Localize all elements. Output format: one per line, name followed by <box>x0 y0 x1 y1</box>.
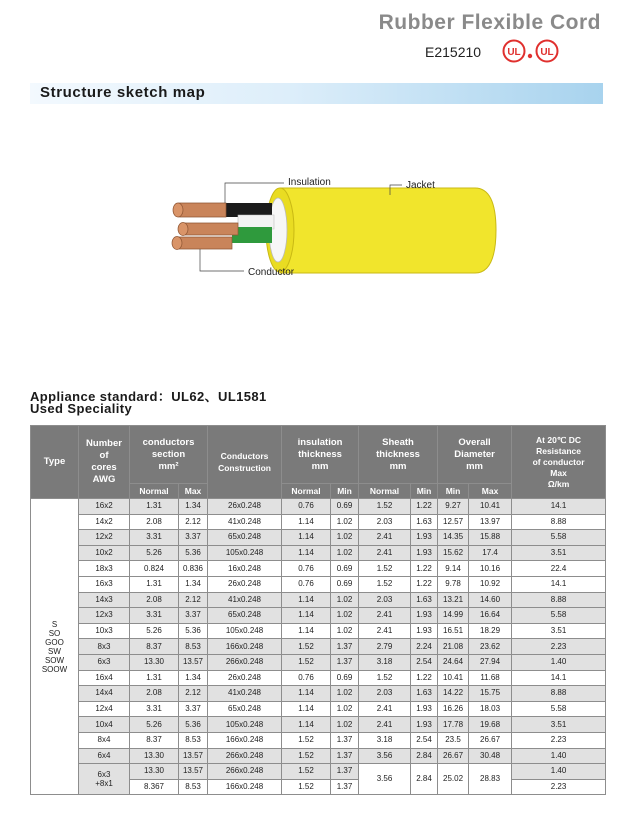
cell-sheath-normal: 3.18 <box>359 654 411 670</box>
header-section-normal: Normal <box>130 484 179 499</box>
table-row <box>31 764 606 780</box>
cell-sheath-min: 1.22 <box>411 499 438 515</box>
cell-cores: 14x3 <box>79 592 130 608</box>
cell-insulation-min: 1.02 <box>331 545 359 561</box>
cell-resistance: 5.58 <box>512 701 606 717</box>
cell-insulation-normal: 1.14 <box>282 717 331 733</box>
cell-construction: 65x0.248 <box>208 608 282 624</box>
cell-construction: 65x0.248 <box>208 530 282 546</box>
table-row <box>31 701 606 717</box>
cell-diameter-min: 15.62 <box>438 545 469 561</box>
cell-diameter-min: 14.99 <box>438 608 469 624</box>
table-row <box>31 717 606 733</box>
cell-insulation-normal: 1.52 <box>282 654 331 670</box>
ul-mark-text: UL <box>507 47 521 58</box>
cell-section-normal: 13.30 <box>130 654 179 670</box>
cell-section-normal: 2.08 <box>130 686 179 702</box>
cell-resistance: 3.51 <box>512 623 606 639</box>
cell-resistance: 22.4 <box>512 561 606 577</box>
cell-insulation-normal: 0.76 <box>282 561 331 577</box>
cell-sheath-normal: 1.52 <box>359 561 411 577</box>
cell-diameter-min: 23.5 <box>438 732 469 748</box>
cell-sheath-normal: 2.41 <box>359 545 411 561</box>
cell-cores: 8x4 <box>79 732 130 748</box>
cell-section-max: 1.34 <box>179 576 208 592</box>
type-line: SW <box>48 646 61 656</box>
cell-diameter-max: 27.94 <box>469 654 512 670</box>
cores-line: 6x3 <box>97 770 111 780</box>
cell-section-normal: 8.37 <box>130 639 179 655</box>
cell-sheath-normal: 1.52 <box>359 576 411 592</box>
cell-sheath-normal: 2.79 <box>359 639 411 655</box>
cell-resistance: 14.1 <box>512 499 606 515</box>
header-section: conductors section mm² <box>130 426 208 484</box>
cell-diameter-min: 14.35 <box>438 530 469 546</box>
cell-insulation-min: 1.37 <box>331 639 359 655</box>
cell-resistance: 2.23 <box>512 779 606 795</box>
header-diameter-min: Min <box>438 484 469 499</box>
cell-diameter-max: 16.64 <box>469 608 512 624</box>
cell-diameter-min: 24.64 <box>438 654 469 670</box>
cell-insulation-min: 0.69 <box>331 499 359 515</box>
cell-section-max: 1.34 <box>179 670 208 686</box>
cell-section-normal: 0.824 <box>130 561 179 577</box>
cell-insulation-min: 1.37 <box>331 654 359 670</box>
cell-construction: 65x0.248 <box>208 701 282 717</box>
conductor-2 <box>182 223 238 235</box>
cell-resistance: 2.23 <box>512 639 606 655</box>
cell-cores: 6x4 <box>79 748 130 764</box>
cell-diameter-min: 10.41 <box>438 670 469 686</box>
cell-section-normal: 3.31 <box>130 608 179 624</box>
cell-insulation-normal: 1.14 <box>282 608 331 624</box>
cell-sheath-min: 1.63 <box>411 592 438 608</box>
type-line: SOW <box>44 655 65 665</box>
cell-resistance: 14.1 <box>512 670 606 686</box>
cell-section-max: 1.34 <box>179 499 208 515</box>
cell-resistance: 14.1 <box>512 576 606 592</box>
header-diameter: Overall Diameter mm <box>438 426 512 484</box>
conductor-3 <box>176 237 232 249</box>
header-cores: Number of cores AWG <box>79 426 130 499</box>
insulation-label: Insulation <box>288 177 331 188</box>
cell-sheath-min: 2.84 <box>411 764 438 795</box>
cell-resistance: 1.40 <box>512 764 606 780</box>
cell-diameter-min: 14.22 <box>438 686 469 702</box>
cell-cores: 18x3 <box>79 561 130 577</box>
cell-sheath-min: 1.22 <box>411 561 438 577</box>
cell-diameter-max: 14.60 <box>469 592 512 608</box>
jacket-shape <box>280 188 496 273</box>
cell-section-max: 8.53 <box>179 639 208 655</box>
cell-section-normal: 5.26 <box>130 717 179 733</box>
cell-sheath-normal: 2.03 <box>359 514 411 530</box>
cell-sheath-min: 1.22 <box>411 670 438 686</box>
conductor-leader <box>200 249 244 271</box>
type-cell <box>31 499 79 795</box>
cell-insulation-normal: 1.14 <box>282 686 331 702</box>
cell-cores: 16x3 <box>79 576 130 592</box>
table-row <box>31 608 606 624</box>
product-title: Rubber Flexible Cord <box>378 11 601 34</box>
cell-construction: 26x0.248 <box>208 576 282 592</box>
cell-cores: 6x3 <box>79 654 130 670</box>
header-sheath-normal: Normal <box>359 484 411 499</box>
table-row <box>31 530 606 546</box>
cell-insulation-normal: 1.52 <box>282 639 331 655</box>
cell-construction: 41x0.248 <box>208 686 282 702</box>
cable-structure-diagram <box>160 165 500 285</box>
cell-sheath-min: 1.93 <box>411 545 438 561</box>
cell-construction: 105x0.248 <box>208 623 282 639</box>
cell-sheath-min: 1.93 <box>411 623 438 639</box>
cell-sheath-normal: 1.52 <box>359 670 411 686</box>
cell-insulation-min: 1.02 <box>331 608 359 624</box>
cell-diameter-max: 11.68 <box>469 670 512 686</box>
cell-insulation-normal: 1.14 <box>282 623 331 639</box>
jacket-label: Jacket <box>406 180 435 191</box>
cell-sheath-normal: 1.52 <box>359 499 411 515</box>
cell-sheath-min: 2.84 <box>411 748 438 764</box>
conductor-2-end <box>178 223 188 236</box>
cell-section-max: 13.57 <box>179 748 208 764</box>
cell-diameter-max: 28.83 <box>469 764 512 795</box>
cell-diameter-min: 21.08 <box>438 639 469 655</box>
cell-construction: 266x0.248 <box>208 654 282 670</box>
table-row <box>31 654 606 670</box>
header-resistance: At 20℃ DC Resistance of conductor Max Ω/km <box>512 426 606 499</box>
cell-sheath-min: 1.93 <box>411 608 438 624</box>
cell-insulation-normal: 1.52 <box>282 748 331 764</box>
cell-section-normal: 1.31 <box>130 499 179 515</box>
cell-cores: 14x2 <box>79 514 130 530</box>
cell-sheath-normal: 2.41 <box>359 717 411 733</box>
cell-insulation-normal: 1.14 <box>282 592 331 608</box>
cell-cores: 12x2 <box>79 530 130 546</box>
cell-section-max: 0.836 <box>179 561 208 577</box>
header-insulation-min: Min <box>331 484 359 499</box>
cell-sheath-normal: 3.56 <box>359 764 411 795</box>
cell-cores: 16x2 <box>79 499 130 515</box>
cell-section-max: 3.37 <box>179 608 208 624</box>
cell-resistance: 1.40 <box>512 748 606 764</box>
cell-construction: 26x0.248 <box>208 670 282 686</box>
cell-section-normal: 1.31 <box>130 670 179 686</box>
cell-section-max: 5.36 <box>179 717 208 733</box>
cell-section-normal: 5.26 <box>130 623 179 639</box>
cell-cores: 10x4 <box>79 717 130 733</box>
cell-insulation-min: 1.37 <box>331 764 359 780</box>
cell-insulation-min: 1.02 <box>331 514 359 530</box>
cell-sheath-min: 1.63 <box>411 514 438 530</box>
cell-insulation-min: 1.37 <box>331 732 359 748</box>
cell-section-max: 8.53 <box>179 779 208 795</box>
cell-insulation-normal: 1.52 <box>282 764 331 780</box>
cell-diameter-max: 15.88 <box>469 530 512 546</box>
cell-resistance: 2.23 <box>512 732 606 748</box>
cell-cores: 8x3 <box>79 639 130 655</box>
cell-section-max: 3.37 <box>179 701 208 717</box>
cell-diameter-max: 10.41 <box>469 499 512 515</box>
cell-sheath-min: 1.93 <box>411 530 438 546</box>
table-row <box>31 499 606 515</box>
cell-sheath-min: 1.93 <box>411 701 438 717</box>
cell-construction: 16x0.248 <box>208 561 282 577</box>
cell-diameter-min: 13.21 <box>438 592 469 608</box>
cell-diameter-min: 9.27 <box>438 499 469 515</box>
cell-section-normal: 8.367 <box>130 779 179 795</box>
cell-section-normal: 13.30 <box>130 764 179 780</box>
cell-sheath-min: 2.24 <box>411 639 438 655</box>
type-line: SOOW <box>41 664 68 674</box>
cell-construction: 41x0.248 <box>208 514 282 530</box>
cell-section-max: 2.12 <box>179 514 208 530</box>
cell-diameter-min: 9.14 <box>438 561 469 577</box>
cell-diameter-min: 26.67 <box>438 748 469 764</box>
cell-section-normal: 13.30 <box>130 748 179 764</box>
type-line: SO <box>48 628 61 638</box>
cell-sheath-min: 2.54 <box>411 654 438 670</box>
used-speciality: Used Speciality <box>30 401 133 416</box>
cell-construction: 166x0.248 <box>208 779 282 795</box>
cell-section-normal: 3.31 <box>130 701 179 717</box>
cell-cores: 16x4 <box>79 670 130 686</box>
header-sheath-min: Min <box>411 484 438 499</box>
cell-cores: 14x4 <box>79 686 130 702</box>
table-row <box>31 639 606 655</box>
cell-section-normal: 8.37 <box>130 732 179 748</box>
cell-construction: 105x0.248 <box>208 545 282 561</box>
cell-diameter-min: 16.51 <box>438 623 469 639</box>
cell-section-max: 5.36 <box>179 545 208 561</box>
section-band <box>30 83 603 104</box>
cell-section-max: 13.57 <box>179 764 208 780</box>
cell-insulation-min: 0.69 <box>331 670 359 686</box>
cell-insulation-normal: 1.14 <box>282 514 331 530</box>
cell-diameter-max: 18.03 <box>469 701 512 717</box>
cell-resistance: 5.58 <box>512 608 606 624</box>
cell-sheath-min: 1.93 <box>411 717 438 733</box>
cell-cores: 10x2 <box>79 545 130 561</box>
cell-sheath-normal: 3.18 <box>359 732 411 748</box>
cell-diameter-max: 26.67 <box>469 732 512 748</box>
cell-diameter-max: 17.4 <box>469 545 512 561</box>
cell-sheath-normal: 2.41 <box>359 608 411 624</box>
header-section-max: Max <box>179 484 208 499</box>
cell-insulation-min: 1.02 <box>331 686 359 702</box>
cell-construction: 26x0.248 <box>208 499 282 515</box>
cell-diameter-min: 17.78 <box>438 717 469 733</box>
cell-diameter-max: 10.92 <box>469 576 512 592</box>
cell-section-normal: 2.08 <box>130 514 179 530</box>
table-row <box>31 576 606 592</box>
cell-section-normal: 1.31 <box>130 576 179 592</box>
cell-construction: 41x0.248 <box>208 592 282 608</box>
header-insulation-normal: Normal <box>282 484 331 499</box>
cell-section-normal: 2.08 <box>130 592 179 608</box>
cell-diameter-max: 30.48 <box>469 748 512 764</box>
section-heading: Structure sketch map <box>40 84 206 101</box>
cell-insulation-min: 1.37 <box>331 779 359 795</box>
ul-mark-text: UL <box>540 47 554 58</box>
cell-insulation-min: 0.69 <box>331 561 359 577</box>
cell-insulation-min: 1.02 <box>331 623 359 639</box>
cell-cores <box>79 764 130 795</box>
cell-insulation-min: 0.69 <box>331 576 359 592</box>
appliance-standard: Appliance standard：UL62、UL1581 <box>30 389 267 404</box>
cell-insulation-normal: 1.52 <box>282 779 331 795</box>
cell-sheath-normal: 2.03 <box>359 592 411 608</box>
certificate-code: E215210 <box>425 44 482 60</box>
table-row <box>31 545 606 561</box>
cell-diameter-max: 23.62 <box>469 639 512 655</box>
cell-sheath-normal: 2.03 <box>359 686 411 702</box>
cell-diameter-min: 12.57 <box>438 514 469 530</box>
cell-insulation-normal: 1.14 <box>282 530 331 546</box>
header-type: Type <box>31 426 79 499</box>
cell-insulation-normal: 0.76 <box>282 576 331 592</box>
white-insulation <box>238 215 274 229</box>
cell-insulation-min: 1.02 <box>331 592 359 608</box>
table-row <box>31 514 606 530</box>
cell-sheath-normal: 2.41 <box>359 623 411 639</box>
header-construction: Conductors Construction <box>208 426 282 499</box>
cell-section-normal: 5.26 <box>130 545 179 561</box>
cell-resistance: 8.88 <box>512 592 606 608</box>
cell-section-max: 3.37 <box>179 530 208 546</box>
cell-insulation-normal: 1.52 <box>282 732 331 748</box>
cell-diameter-min: 9.78 <box>438 576 469 592</box>
cell-diameter-max: 15.75 <box>469 686 512 702</box>
cell-section-max: 2.12 <box>179 592 208 608</box>
cell-diameter-min: 16.26 <box>438 701 469 717</box>
cell-construction: 166x0.248 <box>208 639 282 655</box>
cell-sheath-normal: 2.41 <box>359 530 411 546</box>
cell-construction: 105x0.248 <box>208 717 282 733</box>
table-row <box>31 686 606 702</box>
cell-sheath-min: 2.54 <box>411 732 438 748</box>
specification-table <box>30 425 606 795</box>
type-line: S <box>51 619 58 629</box>
cell-insulation-min: 1.37 <box>331 748 359 764</box>
cell-resistance: 1.40 <box>512 654 606 670</box>
cell-sheath-normal: 3.56 <box>359 748 411 764</box>
ul-listed-logo <box>502 39 526 63</box>
cell-construction: 266x0.248 <box>208 748 282 764</box>
conductor-label: Conductor <box>248 267 295 278</box>
cell-cores: 10x3 <box>79 623 130 639</box>
cell-diameter-max: 18.29 <box>469 623 512 639</box>
table-row <box>31 732 606 748</box>
cell-section-max: 5.36 <box>179 623 208 639</box>
header-sheath: Sheath thickness mm <box>359 426 438 484</box>
cell-insulation-normal: 1.14 <box>282 545 331 561</box>
cell-diameter-max: 13.97 <box>469 514 512 530</box>
table-row <box>31 670 606 686</box>
cell-diameter-max: 10.16 <box>469 561 512 577</box>
table-row <box>31 748 606 764</box>
cell-resistance: 3.51 <box>512 717 606 733</box>
cell-insulation-normal: 1.14 <box>282 701 331 717</box>
cell-diameter-min: 25.02 <box>438 764 469 795</box>
conductor-3-end <box>172 237 182 250</box>
table-row <box>31 623 606 639</box>
cell-construction: 266x0.248 <box>208 764 282 780</box>
cell-sheath-min: 1.63 <box>411 686 438 702</box>
table-row <box>31 561 606 577</box>
cell-section-max: 13.57 <box>179 654 208 670</box>
conductor-1-end <box>173 203 183 217</box>
cell-section-normal: 3.31 <box>130 530 179 546</box>
ul-recognized-logo <box>535 39 559 63</box>
cell-section-max: 8.53 <box>179 732 208 748</box>
cell-resistance: 3.51 <box>512 545 606 561</box>
cell-cores: 12x4 <box>79 701 130 717</box>
cores-line: +8x1 <box>95 779 113 789</box>
cell-cores: 12x3 <box>79 608 130 624</box>
cell-sheath-normal: 2.41 <box>359 701 411 717</box>
cell-diameter-max: 19.68 <box>469 717 512 733</box>
separator-dot-icon <box>527 53 533 59</box>
header-insulation: insulation thickness mm <box>282 426 359 484</box>
cell-insulation-min: 1.02 <box>331 717 359 733</box>
cell-sheath-min: 1.22 <box>411 576 438 592</box>
cell-insulation-min: 1.02 <box>331 530 359 546</box>
cell-section-max: 2.12 <box>179 686 208 702</box>
cell-resistance: 5.58 <box>512 530 606 546</box>
cell-insulation-normal: 0.76 <box>282 670 331 686</box>
cell-insulation-min: 1.02 <box>331 701 359 717</box>
cell-insulation-normal: 0.76 <box>282 499 331 515</box>
cell-resistance: 8.88 <box>512 514 606 530</box>
type-line: GOO <box>45 637 64 647</box>
cell-construction: 166x0.248 <box>208 732 282 748</box>
header-diameter-max: Max <box>469 484 512 499</box>
table-row <box>31 592 606 608</box>
cell-resistance: 8.88 <box>512 686 606 702</box>
table-body <box>31 499 606 795</box>
